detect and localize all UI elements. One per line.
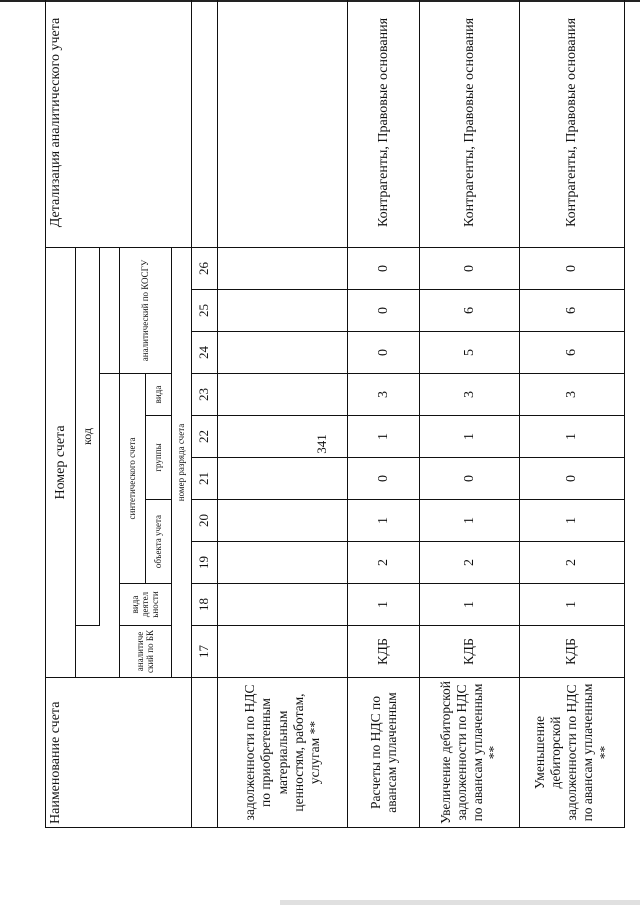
header-activity: вида деятел ьности <box>119 584 171 626</box>
table-row <box>217 0 348 828</box>
row-name: Увеличение дебиторской задолженности по НДС по авансам уплаченным ** <box>420 678 520 828</box>
cell-value <box>217 500 348 542</box>
cell-value <box>217 542 348 584</box>
cell-value: 1 <box>520 416 625 458</box>
cell-value: 3 <box>348 374 420 416</box>
header-analytic-kosgu: аналитический по КОСГУ <box>119 247 171 373</box>
header-account-number: Номер счета <box>46 247 76 677</box>
row-name: Расчеты по НДС по авансам уплаченным <box>348 678 420 828</box>
page-number: 341 <box>314 434 329 454</box>
cell-value <box>217 332 348 374</box>
cell-value <box>217 584 348 626</box>
cell-value: 3 <box>420 374 520 416</box>
header-detail: Детализация аналитического учета <box>46 0 192 247</box>
row-detail: Контрагенты, Правовые основания <box>348 0 420 247</box>
row-detail: Контрагенты, Правовые основания <box>520 0 625 247</box>
digit-26: 26 <box>191 247 217 289</box>
cell-value: 3 <box>520 374 625 416</box>
header-code: код <box>76 247 100 625</box>
header-object: объекта учета <box>146 500 172 584</box>
header-digit-number: номер разряда счета <box>172 247 192 677</box>
cell-value: 5 <box>420 332 520 374</box>
cell-value <box>217 458 348 500</box>
cell-value: КДБ <box>348 626 420 678</box>
accounts-table <box>45 0 625 828</box>
cell-value: 6 <box>420 290 520 332</box>
digit-19: 19 <box>191 542 217 584</box>
cell-value <box>217 626 348 678</box>
digit-25: 25 <box>191 290 217 332</box>
header-type: вида <box>146 374 172 416</box>
cell-value: КДБ <box>520 626 625 678</box>
cell-value: 1 <box>348 584 420 626</box>
table-row <box>520 0 625 828</box>
digit-17: 17 <box>191 626 217 678</box>
table-row <box>420 0 520 828</box>
cell-value <box>217 416 348 458</box>
row-name: задолженности по НДС по приобретенным материальным ценностям, работам, услугам ** <box>217 678 348 828</box>
header-group: группы <box>146 416 172 500</box>
digit-24: 24 <box>191 332 217 374</box>
cell-value: КДБ <box>420 626 520 678</box>
cell-value: 1 <box>520 584 625 626</box>
table-row <box>348 0 420 828</box>
header-analytic-bk: аналитиче ский по БК <box>119 626 171 678</box>
cell-value: 0 <box>348 290 420 332</box>
cell-value <box>217 247 348 289</box>
cell-value: 1 <box>348 500 420 542</box>
row-name: Уменьшение дебиторской задолженности по НДС по авансам уплаченным ** <box>520 678 625 828</box>
cell-value: 6 <box>520 332 625 374</box>
cell-value: 1 <box>520 500 625 542</box>
cell-value: 1 <box>420 500 520 542</box>
cell-value: 1 <box>420 416 520 458</box>
cell-value: 2 <box>420 542 520 584</box>
cell-value: 0 <box>420 247 520 289</box>
cell-value: 1 <box>420 584 520 626</box>
digit-21: 21 <box>191 458 217 500</box>
cell-value: 2 <box>520 542 625 584</box>
cell-value: 0 <box>520 458 625 500</box>
cell-value: 0 <box>348 332 420 374</box>
cell-value: 0 <box>348 247 420 289</box>
digit-20: 20 <box>191 500 217 542</box>
rotated-table-container <box>45 0 625 828</box>
row-detail <box>217 0 348 247</box>
digit-18: 18 <box>191 584 217 626</box>
cell-value: 0 <box>348 458 420 500</box>
scan-edge-shadow <box>280 900 640 905</box>
digit-22: 22 <box>191 416 217 458</box>
cell-value: 2 <box>348 542 420 584</box>
cell-value: 1 <box>348 416 420 458</box>
cell-value <box>217 374 348 416</box>
row-detail: Контрагенты, Правовые основания <box>420 0 520 247</box>
cell-value: 6 <box>520 290 625 332</box>
digit-23: 23 <box>191 374 217 416</box>
header-account-name: Наименование счета <box>46 678 192 828</box>
header-synthetic: синтетического счета <box>119 374 145 584</box>
cell-value: 0 <box>520 247 625 289</box>
cell-value <box>217 290 348 332</box>
cell-value: 0 <box>420 458 520 500</box>
